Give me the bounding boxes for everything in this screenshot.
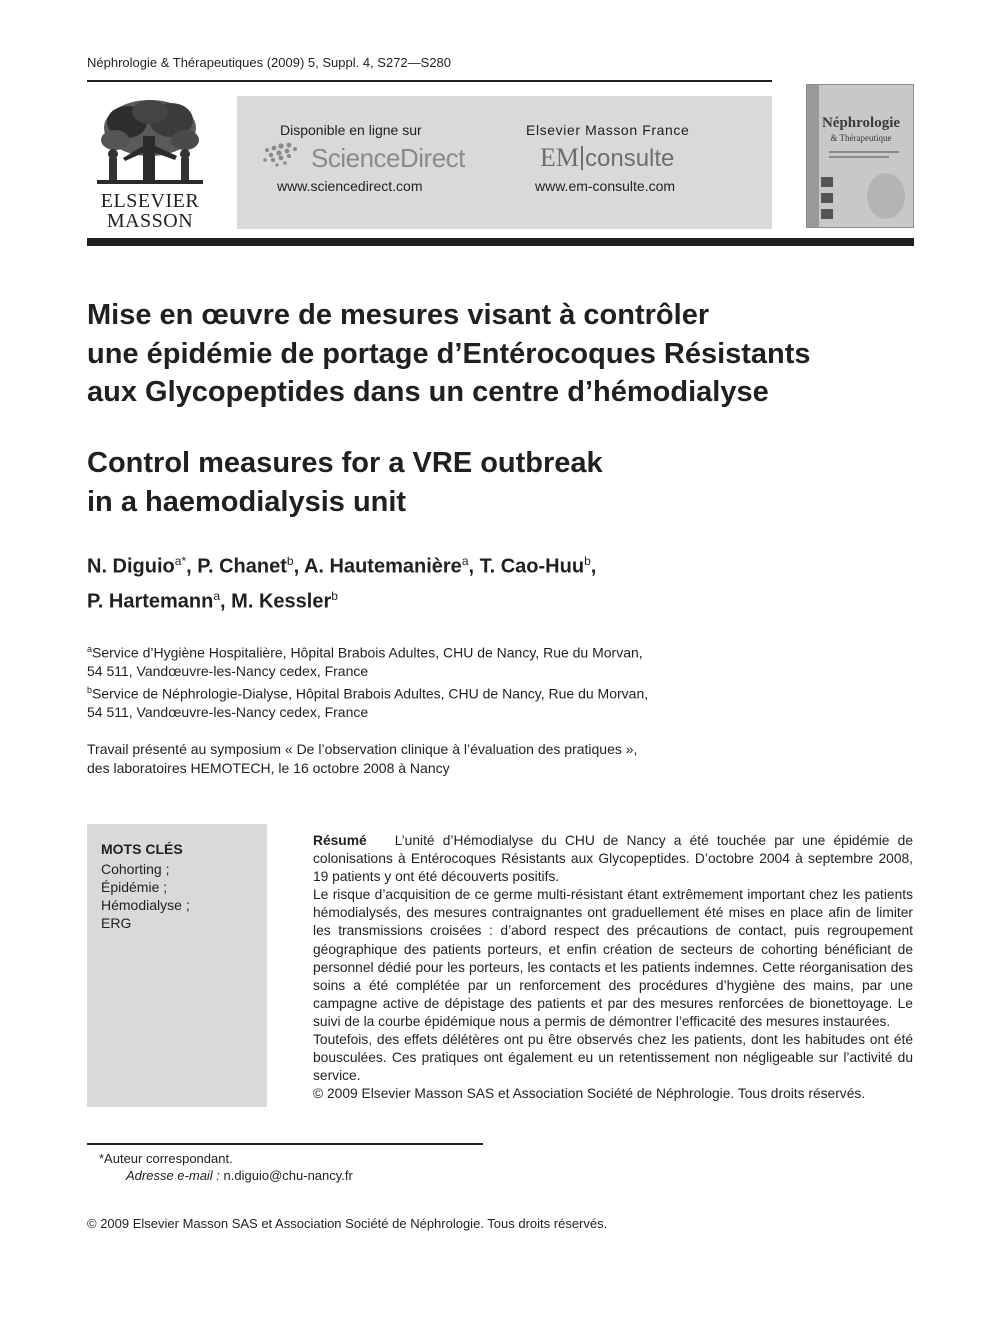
keyword-item: Cohorting ; [101, 861, 170, 877]
elsevier-masson-logo [87, 96, 213, 231]
title-en-line: in a haemodialysis unit [87, 485, 407, 518]
journal-citation: Néphrologie & Thérapeutiques (2009) 5, Suppl. 4, S272—S280 [87, 55, 452, 70]
abstract-paragraph: L’unité d’Hémodialyse du CHU de Nancy a été touchée par une épidémie de colonisations à Entérocoques Résistants aux Glycopeptides. D’octobre 2004 à septembre 2008, 19 patients y ont été découverts positifs. [313, 833, 913, 885]
emconsulte-url[interactable]: www.em-consulte.com [535, 178, 676, 194]
author-name: A. Hautemanière [303, 555, 462, 578]
emconsulte-logo [540, 143, 674, 173]
sciencedirect-dots-icon [259, 140, 309, 170]
affiliation-a-address: 54 511, Vandœuvre-les-Nancy cedex, France [87, 663, 369, 680]
article-title-fr [87, 296, 927, 412]
emconsulte-logo-consulte: consulte [585, 145, 675, 172]
abstract-paragraph: Toutefois, des effets délétères ont pu être observés chez les patients, dont les habitudes ont été bousculées. Ces pratiques ont également eu un retentissement non négligeable sur l’activité du service. [313, 1032, 913, 1084]
logo-text-elsevier: ELSEVIER [100, 190, 200, 212]
author-affil-mark: b [584, 554, 591, 568]
sciencedirect-heading: Disponible en ligne sur [280, 122, 422, 138]
symposium-line: des laboratoires HEMOTECH, le 16 octobre 2008 à Nancy [87, 760, 450, 776]
keyword-item: ERG [101, 915, 132, 931]
keywords-heading: MOTS CLÉS [101, 841, 183, 857]
sciencedirect-logo: ScienceDirect [311, 143, 465, 173]
affiliation-b-address: 54 511, Vandœuvre-les-Nancy cedex, France [87, 703, 369, 720]
page-copyright: © 2009 Elsevier Masson SAS et Association Société de Néphrologie. Tous droits réservés. [87, 1216, 608, 1231]
emconsulte-logo-em: EM [540, 143, 579, 172]
author-list: N. Diguio$^{a*}$, P. Chanet$^b$, A. Hautemanière$^a$, T. Cao-Huu$^b$, P. Hartemann$^a$, M. Kessler$^b$ [87, 554, 597, 613]
keywords-list [101, 860, 190, 932]
abstract-label: Résumé [313, 833, 367, 848]
masthead-rule [87, 238, 914, 246]
author-affil-mark: a [213, 588, 221, 603]
article-title-en [87, 444, 787, 521]
keyword-item: Épidémie ; [101, 879, 168, 895]
abstract-copyright: © 2009 Elsevier Masson SAS et Association Société de Néphrologie. Tous droits réservés. [313, 1086, 866, 1102]
abstract [313, 832, 913, 1103]
tree-icon [87, 96, 213, 188]
author-affil-mark: a [461, 554, 469, 568]
cover-subtitle: & Thérapeutique [830, 133, 892, 143]
author-affil-mark: b [286, 554, 294, 568]
keywords-box [87, 824, 267, 1107]
title-fr-line: une épidémie de portage d’Entérocoques Résistants [87, 337, 811, 370]
cover-title: Néphrologie [821, 115, 901, 131]
affiliation-a: Service d’Hygiène Hospitalière, Hôpital Brabois Adultes, CHU de Nancy, Rue du Morvan, [92, 644, 643, 661]
affiliation-b: Service de Néphrologie-Dialyse, Hôpital Brabois Adultes, CHU de Nancy, Rue du Morvan, [92, 685, 649, 702]
author-name: P. Hartemann [87, 590, 214, 613]
email-address[interactable]: n.diguio@chu-nancy.fr [223, 1168, 353, 1183]
symposium-note [87, 740, 727, 778]
affil-mark: b [87, 684, 93, 695]
email-label: Adresse e-mail : [126, 1168, 220, 1183]
keyword-item: Hémodialyse ; [101, 897, 190, 913]
title-fr-line: aux Glycopeptides dans un centre d’hémodialyse [87, 376, 769, 408]
author-name: N. Diguio [87, 555, 175, 578]
corresponding-email [126, 1168, 353, 1183]
symposium-line: Travail présenté au symposium « De l’observation clinique à l’évaluation des pratiques », [87, 741, 638, 757]
affiliations [87, 640, 727, 721]
footnote-rule [87, 1143, 483, 1145]
sciencedirect-url[interactable]: www.sciencedirect.com [277, 178, 423, 194]
logo-text-masson: MASSON [106, 210, 194, 232]
journal-cover [806, 84, 914, 228]
corresponding-author-note: *Auteur correspondant. [99, 1151, 233, 1166]
author-affil-mark: a* [174, 554, 187, 568]
affil-mark: a [87, 644, 93, 654]
author-name: M. Kessler [231, 590, 332, 613]
em-heading: Elsevier Masson France [526, 122, 690, 138]
title-en-line: Control measures for a VRE outbreak [87, 447, 603, 479]
abstract-paragraph: Le risque d’acquisition de ce germe multi-résistant étant extrêmement important chez les patients hémodialysés, des mesures contraignantes ont graduellement été mises en place afin de limiter les transmissions croisées : d’abord respect des précautions de contact, puis regroupement géographique des patients porteurs, et enfin création de secteurs de cohorting bénéficiant de personnel dédié pour les porteurs, les contacts et les patients indemnes. Cette réorganisation des soins a été complétée par un renforcement des procédures d’hygiène des mains, par une campagne active de dépistage des patients et par des mesures renforcées de bionettoyage. Le suivi de la courbe épidémique nous a permis de démontrer l’efficacité des mesures instaurées. [313, 887, 913, 1029]
online-availability-banner [237, 96, 772, 229]
title-fr-line: Mise en œuvre de mesures visant à contrôler [87, 299, 710, 331]
author-affil-mark: b [331, 588, 338, 603]
author-name: T. Cao-Huu [479, 555, 585, 578]
header-rule [87, 80, 772, 82]
author-name: P. Chanet [197, 555, 287, 578]
